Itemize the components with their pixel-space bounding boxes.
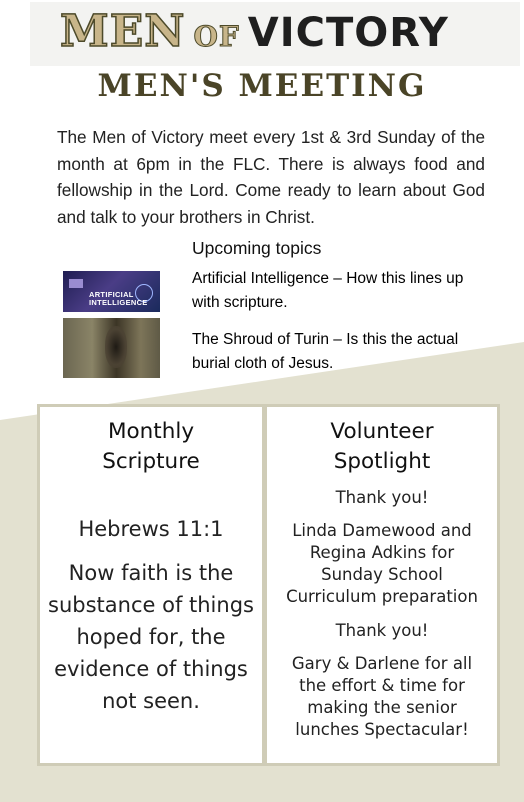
scripture-reference: Hebrews 11:1 <box>78 517 224 541</box>
volunteer-thanks-2: Thank you! <box>335 621 429 640</box>
volunteer-thanks-1: Thank you! <box>335 488 429 507</box>
meeting-subtitle: MEN'S MEETING <box>97 68 427 104</box>
topic-item-shroud: The Shroud of Turin – Is this the actual burial cloth of Jesus. <box>192 331 459 372</box>
artificial-intelligence-image <box>63 271 160 312</box>
ai-image-caption: ARTIFICIAL INTELLIGENCE <box>89 290 148 307</box>
volunteer-spotlight-panel <box>264 404 500 766</box>
monthly-scripture-panel <box>37 404 265 766</box>
scripture-text: Now faith is the substance of things hoped for, the evidence of things not seen. <box>48 561 254 713</box>
intro-paragraph: The Men of Victory meet every 1st & 3rd Sunday of the month at 6pm in the FLC. There is always food and fellowship in the Lord. Come ready to learn about God and talk to your brothers in Christ. <box>57 127 485 227</box>
topic-item-ai: Artificial Intelligence – How this lines up with scripture. <box>192 270 464 311</box>
title-of: OF <box>193 20 240 53</box>
volunteer-names-1: Linda Damewood and Regina Adkins for Sunday School Curriculum preparation <box>286 521 478 606</box>
title-victory: VICTORY <box>247 10 449 56</box>
volunteer-heading: Volunteer Spotlight <box>330 419 434 474</box>
scripture-heading: Monthly Scripture <box>102 419 200 474</box>
volunteer-names-2: Gary & Darlene for all the effort & time for making the senior lunches Spectacular! <box>291 654 473 739</box>
book-icon <box>69 279 83 288</box>
shroud-face <box>105 326 127 368</box>
title-men: MEN <box>60 6 186 57</box>
topics-heading: Upcoming topics <box>192 238 322 258</box>
shroud-of-turin-image <box>63 318 160 378</box>
page-title <box>60 6 449 57</box>
